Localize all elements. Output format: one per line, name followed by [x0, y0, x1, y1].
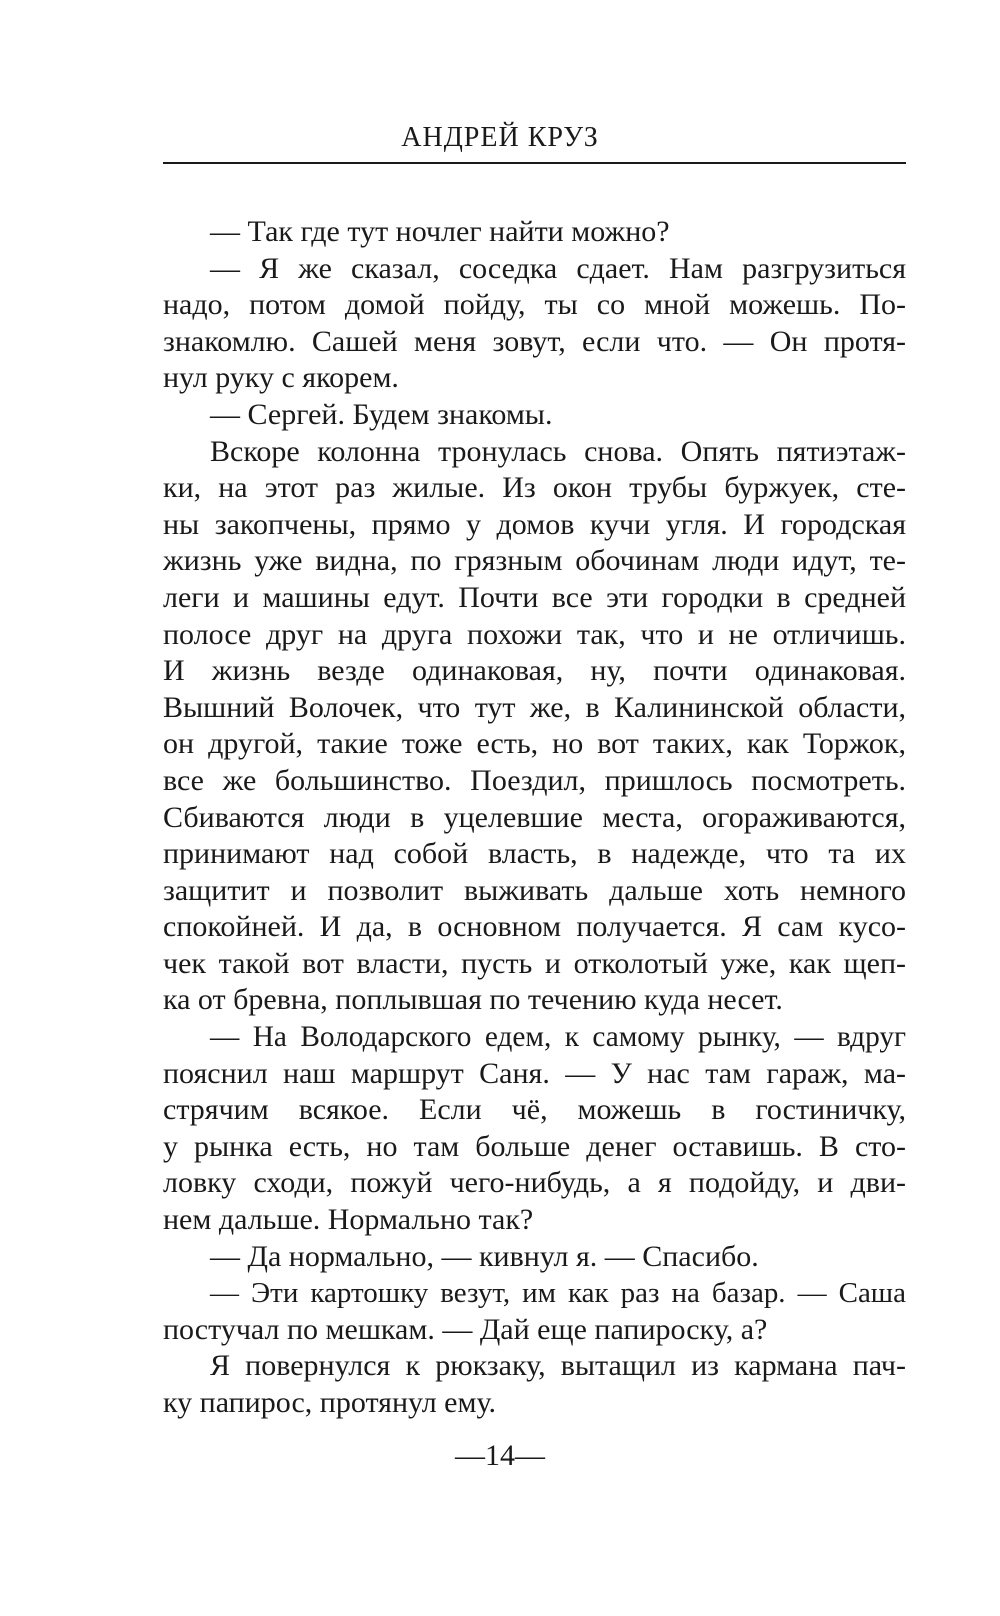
text-line: он другой, такие тоже есть, но вот таких, как Торжок,: [163, 727, 906, 761]
text-line: И жизнь везде одинаковая, ну, почти одинаковая.: [163, 654, 906, 688]
text-line: ки, на этот раз жилые. Из окон трубы буржуек, сте-: [163, 471, 906, 505]
text-line: спокойней. И да, в основном получается. Я сам кусо-: [163, 910, 906, 944]
text-line: нул руку с якорем.: [163, 361, 399, 395]
text-line: защитит и позволит выживать дальше хоть немного: [163, 873, 906, 907]
text-line: жизнь уже видна, по грязным обочинам люди идут, те-: [163, 544, 906, 578]
text-line: стрячим всякое. Если чё, можешь в гостиничку,: [163, 1093, 906, 1127]
body-text: [163, 214, 906, 1422]
text-line: — На Володарского едем, к самому рынку, — вдруг: [210, 1021, 906, 1054]
header-rule: [163, 162, 906, 164]
text-line: принимают над собой власть, в надежде, что та их: [163, 837, 906, 871]
text-line: надо, потом домой пойду, ты со мной можешь. По-: [163, 288, 906, 322]
text-line: чек такой вот власти, пусть и отколотый уже, как щеп-: [163, 946, 906, 980]
text-line: нем дальше. Нормально так?: [163, 1203, 534, 1237]
text-line: постучал по мешкам. — Дай еще папироску, а?: [163, 1312, 768, 1346]
text-line: пояснил наш маршрут Саня. — У нас там гараж, ма-: [163, 1056, 906, 1090]
text-line: — Да нормально, — кивнул я. — Спасибо.: [210, 1239, 759, 1273]
text-line: леги и машины едут. Почти все эти городки в средней: [163, 580, 906, 614]
text-line: знакомлю. Сашей меня зовут, если что. — Он протя-: [163, 324, 906, 358]
text-line: — Сергей. Будем знакомы.: [210, 397, 553, 431]
text-line: Вскоре колонна тронулась снова. Опять пятиэтаж-: [210, 434, 906, 468]
text-line: полосе друг на друга похожи так, что и не отличишь.: [163, 617, 906, 651]
text-line: Вышний Волочек, что тут же, в Калининской области,: [163, 690, 906, 724]
text-line: — Так где тут ночлег найти можно?: [210, 215, 670, 248]
text-line: ны закопчены, прямо у домов кучи угля. И городская: [163, 507, 906, 541]
running-head: АНДРЕЙ КРУЗ: [401, 122, 599, 153]
text-line: ловку сходи, пожуй чего-нибудь, а я подойду, и дви-: [163, 1166, 906, 1200]
text-line: ка от бревна, поплывшая по течению куда несет.: [163, 983, 783, 1017]
text-line: — Я же сказал, соседка сдает. Нам разгрузиться: [210, 251, 906, 285]
text-line: ку папирос, протянул ему.: [163, 1386, 496, 1419]
page-number: —14—: [455, 1439, 545, 1472]
text-line: Я повернулся к рюкзаку, вытащил из кармана пач-: [210, 1349, 906, 1383]
text-line: у рынка есть, но там больше денег оставишь. В сто-: [163, 1129, 906, 1163]
text-line: Сбиваются люди в уцелевшие места, огораживаются,: [163, 800, 906, 834]
text-line: — Эти картошку везут, им как раз на базар. — Саша: [210, 1277, 906, 1310]
text-line: все же большинство. Поездил, пришлось посмотреть.: [163, 763, 906, 797]
